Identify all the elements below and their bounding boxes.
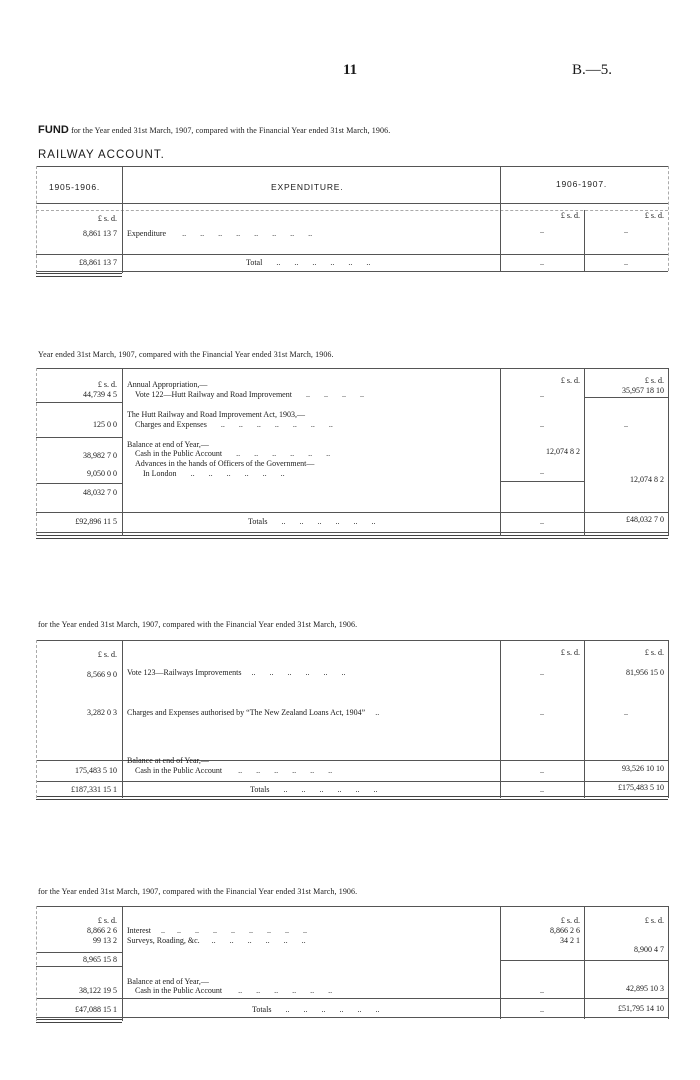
lsd-header: £ s. d. [560,376,580,385]
table-cell: .. [624,226,628,235]
row-label: Charges and Expenses .. .. .. .. .. .. .. [135,420,333,429]
row-label: Vote 123—Railways Improvements .. .. .. .. .. .. [127,668,346,677]
table-cell: .. [540,766,544,775]
table-cell: 125 0 0 [93,420,117,429]
lsd-header: £ s. d. [97,650,117,659]
row-label: Surveys, Roading, &c. .. .. .. .. .. .. [127,936,306,945]
table-cell: 38,982 7 0 [83,451,117,460]
header-expenditure: EXPENDITURE. [271,182,344,192]
table-cell: .. [624,420,628,429]
section-caption: Year ended 31st March, 1907, compared with the Financial Year ended 31st March, 1906. [38,350,334,359]
section-caption: FUND for the Year ended 31st March, 1907, compared with the Financial Year ended 31st March, 1906. [38,124,391,136]
table-cell: 8,900 4 7 [634,945,664,954]
total-cell: .. [540,517,544,526]
total-cell: £47,088 15 1 [75,1005,117,1014]
table-cell: .. [540,467,544,476]
lsd-header: £ s. d. [644,376,664,385]
row-label: Interest .. .. .. .. .. .. .. .. .. [127,926,307,935]
table-cell: .. [540,668,544,677]
table-cell: 8,866 2 6 [550,926,580,935]
row-label: In London .. .. .. .. .. .. [143,469,285,478]
table-cell: .. [540,420,544,429]
account-title: RAILWAY ACCOUNT. [38,149,165,161]
subtotal-cell: 8,965 15 8 [83,955,117,964]
lsd-header: £ s. d. [644,211,664,220]
row-label: Cash in the Public Account .. .. .. .. .. .. [135,986,333,995]
row-label: Annual Appropriation,— [127,380,208,389]
total-label: Totals .. .. .. .. .. .. [250,785,378,794]
row-label: Balance at end of Year,— [127,756,209,765]
table-cell: 12,074 8 2 [546,447,580,456]
table-cell: 99 13 2 [93,936,117,945]
header-prev-year: 1905-1906. [49,182,101,192]
table-cell: 44,739 4 5 [83,390,117,399]
table-cell: .. [540,708,544,717]
total-cell: .. [624,258,628,267]
total-cell: £48,032 7 0 [626,515,664,524]
total-label: Totals .. .. .. .. .. .. [252,1005,380,1014]
row-label: Balance at end of Year,— [127,440,209,449]
lsd-header: £ s. d. [97,380,117,389]
row-label: Expenditure .. .. .. .. .. .. .. .. [127,229,313,238]
total-cell: £187,331 15 1 [71,785,117,794]
row-label: Advances in the hands of Officers of the Government— [135,459,315,468]
table-cell: 9,050 0 0 [87,469,117,478]
table-cell: 93,526 10 10 [622,764,664,773]
table-cell: 81,956 15 0 [626,668,664,677]
total-cell: £51,795 14 10 [618,1004,664,1013]
table-cell: 12,074 8 2 [630,475,664,484]
total-cell: £92,896 11 5 [75,517,117,526]
table-cell: .. [540,226,544,235]
page-number: 11 [343,62,358,78]
total-cell: .. [540,258,544,267]
row-label: The Hutt Railway and Road Improvement Act, 1903,— [127,410,305,419]
table-cell: 38,122 19 5 [79,986,117,995]
total-cell: £175,483 5 10 [618,783,664,792]
header-curr-year: 1906-1907. [556,179,608,189]
section-caption: for the Year ended 31st March, 1907, compared with the Financial Year ended 31st March, 1906. [38,620,358,629]
table-cell: 8,861 13 7 [83,229,117,238]
lsd-header: £ s. d. [560,916,580,925]
subtotal-cell: 48,032 7 0 [83,488,117,497]
table-cell: 42,895 10 3 [626,984,664,993]
total-label: Total .. .. .. .. .. .. [246,258,371,267]
lsd-header: £ s. d. [560,211,580,220]
total-cell: .. [540,785,544,794]
document-reference: B.—5. [572,62,613,78]
table-cell: .. [540,986,544,995]
section-caption: for the Year ended 31st March, 1907, compared with the Financial Year ended 31st March, 1906. [38,887,358,896]
total-label: Totals .. .. .. .. .. .. [248,517,376,526]
row-label: Balance at end of Year,— [127,977,209,986]
lsd-header: £ s. d. [644,648,664,657]
table-cell: .. [624,708,628,717]
lsd-header: £ s. d. [97,916,117,925]
table-cell: .. [540,390,544,399]
lsd-header: £ s. d. [560,648,580,657]
table-cell: 3,282 0 3 [87,708,117,717]
table-cell: 175,483 5 10 [75,766,117,775]
row-label: Cash in the Public Account .. .. .. .. .. .. [135,766,333,775]
row-label: Vote 122—Hutt Railway and Road Improvement .. .. .. .. [135,390,364,399]
row-label: Charges and Expenses authorised by “The New Zealand Loans Act, 1904” .. [127,708,380,717]
table-cell: 34 2 1 [560,936,580,945]
lsd-header: £ s. d. [97,214,117,223]
lsd-header: £ s. d. [644,916,664,925]
total-cell: .. [540,1005,544,1014]
row-label: Cash in the Public Account .. .. .. .. .. .. [135,449,331,458]
table-cell: 35,957 18 10 [622,386,664,395]
total-cell: £8,861 13 7 [79,258,117,267]
table-cell: 8,866 2 6 [87,926,117,935]
table-cell: 8,566 9 0 [87,670,117,679]
